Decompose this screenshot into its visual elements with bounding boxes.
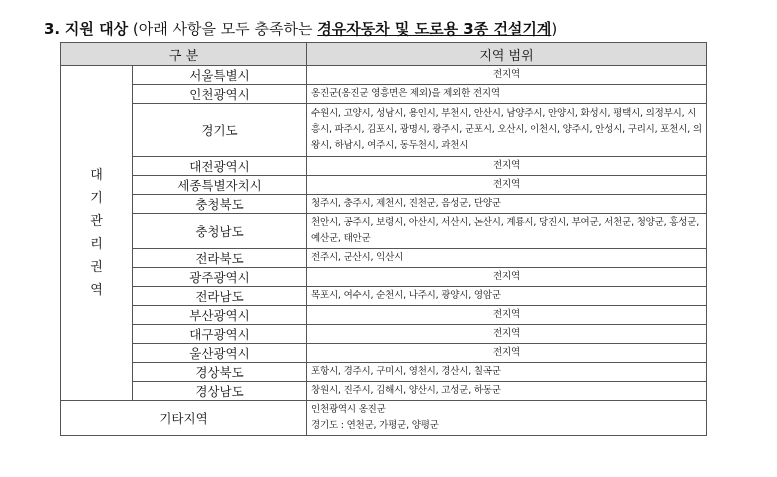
table-row — [61, 363, 707, 382]
region-name: 전라북도 — [133, 249, 307, 268]
heading-underlined: 경유자동차 및 도로용 3종 건설기계 — [317, 20, 552, 38]
region-area: 천안시, 공주시, 보령시, 아산시, 서산시, 논산시, 계룡시, 당진시, 부여군, 서천군, 청양군, 홍성군, 예산군, 태안군 — [307, 214, 707, 249]
region-area: 전지역 — [307, 176, 707, 195]
region-area: 수원시, 고양시, 성남시, 용인시, 부천시, 안산시, 남양주시, 안양시, 화성시, 평택시, 의정부시, 시흥시, 파주시, 김포시, 광명시, 광주시, 군포시, 오산시, 이천시, 양주시, 안성시, 구리시, 포천시, 의왕시, 하남시, 여주시, 동두천시, 과천시 — [307, 104, 707, 157]
other-area-line: 인천광역시 옹진군 — [311, 404, 386, 415]
region-area: 전지역 — [307, 157, 707, 176]
region-area: 전지역 — [307, 268, 707, 287]
table-row — [61, 249, 707, 268]
region-name: 울산광역시 — [133, 344, 307, 363]
region-area: 전지역 — [307, 306, 707, 325]
header-category: 구 분 — [61, 43, 307, 66]
region-name: 전라남도 — [133, 287, 307, 306]
table-row — [61, 157, 707, 176]
table-row-other — [61, 401, 707, 436]
region-name: 대전광역시 — [133, 157, 307, 176]
table-row — [61, 325, 707, 344]
region-name: 경기도 — [133, 104, 307, 157]
support-region-table — [60, 42, 707, 436]
heading-number: 3. — [44, 20, 61, 38]
table-row — [61, 306, 707, 325]
section-heading — [44, 20, 557, 38]
table-row — [61, 268, 707, 287]
category-char: 역 — [90, 283, 103, 298]
region-name: 충청남도 — [133, 214, 307, 249]
region-name: 경상남도 — [133, 382, 307, 401]
heading-paren-suffix: ) — [551, 20, 558, 38]
table-row — [61, 176, 707, 195]
heading-bold-label: 지원 대상 — [64, 20, 129, 38]
table-row — [61, 66, 707, 85]
region-name: 경상북도 — [133, 363, 307, 382]
table-row — [61, 195, 707, 214]
region-area: 전주시, 군산시, 익산시 — [307, 249, 707, 268]
region-area: 청주시, 충주시, 제천시, 진천군, 음성군, 단양군 — [307, 195, 707, 214]
region-name: 서울특별시 — [133, 66, 307, 85]
region-name: 충청북도 — [133, 195, 307, 214]
region-name: 대구광역시 — [133, 325, 307, 344]
category-char: 관 — [90, 214, 103, 229]
table-row — [61, 214, 707, 249]
region-area: 목포시, 여수시, 순천시, 나주시, 광양시, 영암군 — [307, 287, 707, 306]
region-name: 광주광역시 — [133, 268, 307, 287]
category-char: 대 — [90, 168, 103, 183]
region-name: 세종특별자치시 — [133, 176, 307, 195]
region-area: 전지역 — [307, 325, 707, 344]
heading-paren-prefix: (아래 사항을 모두 충족하는 — [132, 20, 318, 38]
category-char: 리 — [90, 237, 103, 252]
other-region-label: 기타지역 — [61, 401, 307, 436]
category-cell — [61, 66, 133, 401]
table-row — [61, 104, 707, 157]
category-char: 기 — [90, 191, 103, 206]
region-area: 전지역 — [307, 66, 707, 85]
table-row — [61, 344, 707, 363]
table-row — [61, 85, 707, 104]
table-header-row — [61, 43, 707, 66]
region-name: 인천광역시 — [133, 85, 307, 104]
header-area: 지역 범위 — [307, 43, 707, 66]
other-region-area — [307, 401, 707, 436]
region-area: 창원시, 진주시, 김해시, 양산시, 고성군, 하동군 — [307, 382, 707, 401]
table-row — [61, 382, 707, 401]
region-area: 옹진군(옹진군 영흥면은 제외)을 제외한 전지역 — [307, 85, 707, 104]
other-area-line: 경기도 : 연천군, 가평군, 양평군 — [311, 420, 439, 431]
region-name: 부산광역시 — [133, 306, 307, 325]
category-char: 권 — [90, 260, 103, 275]
table-row — [61, 287, 707, 306]
region-area: 포항시, 경주시, 구미시, 영천시, 경산시, 칠곡군 — [307, 363, 707, 382]
region-area: 전지역 — [307, 344, 707, 363]
